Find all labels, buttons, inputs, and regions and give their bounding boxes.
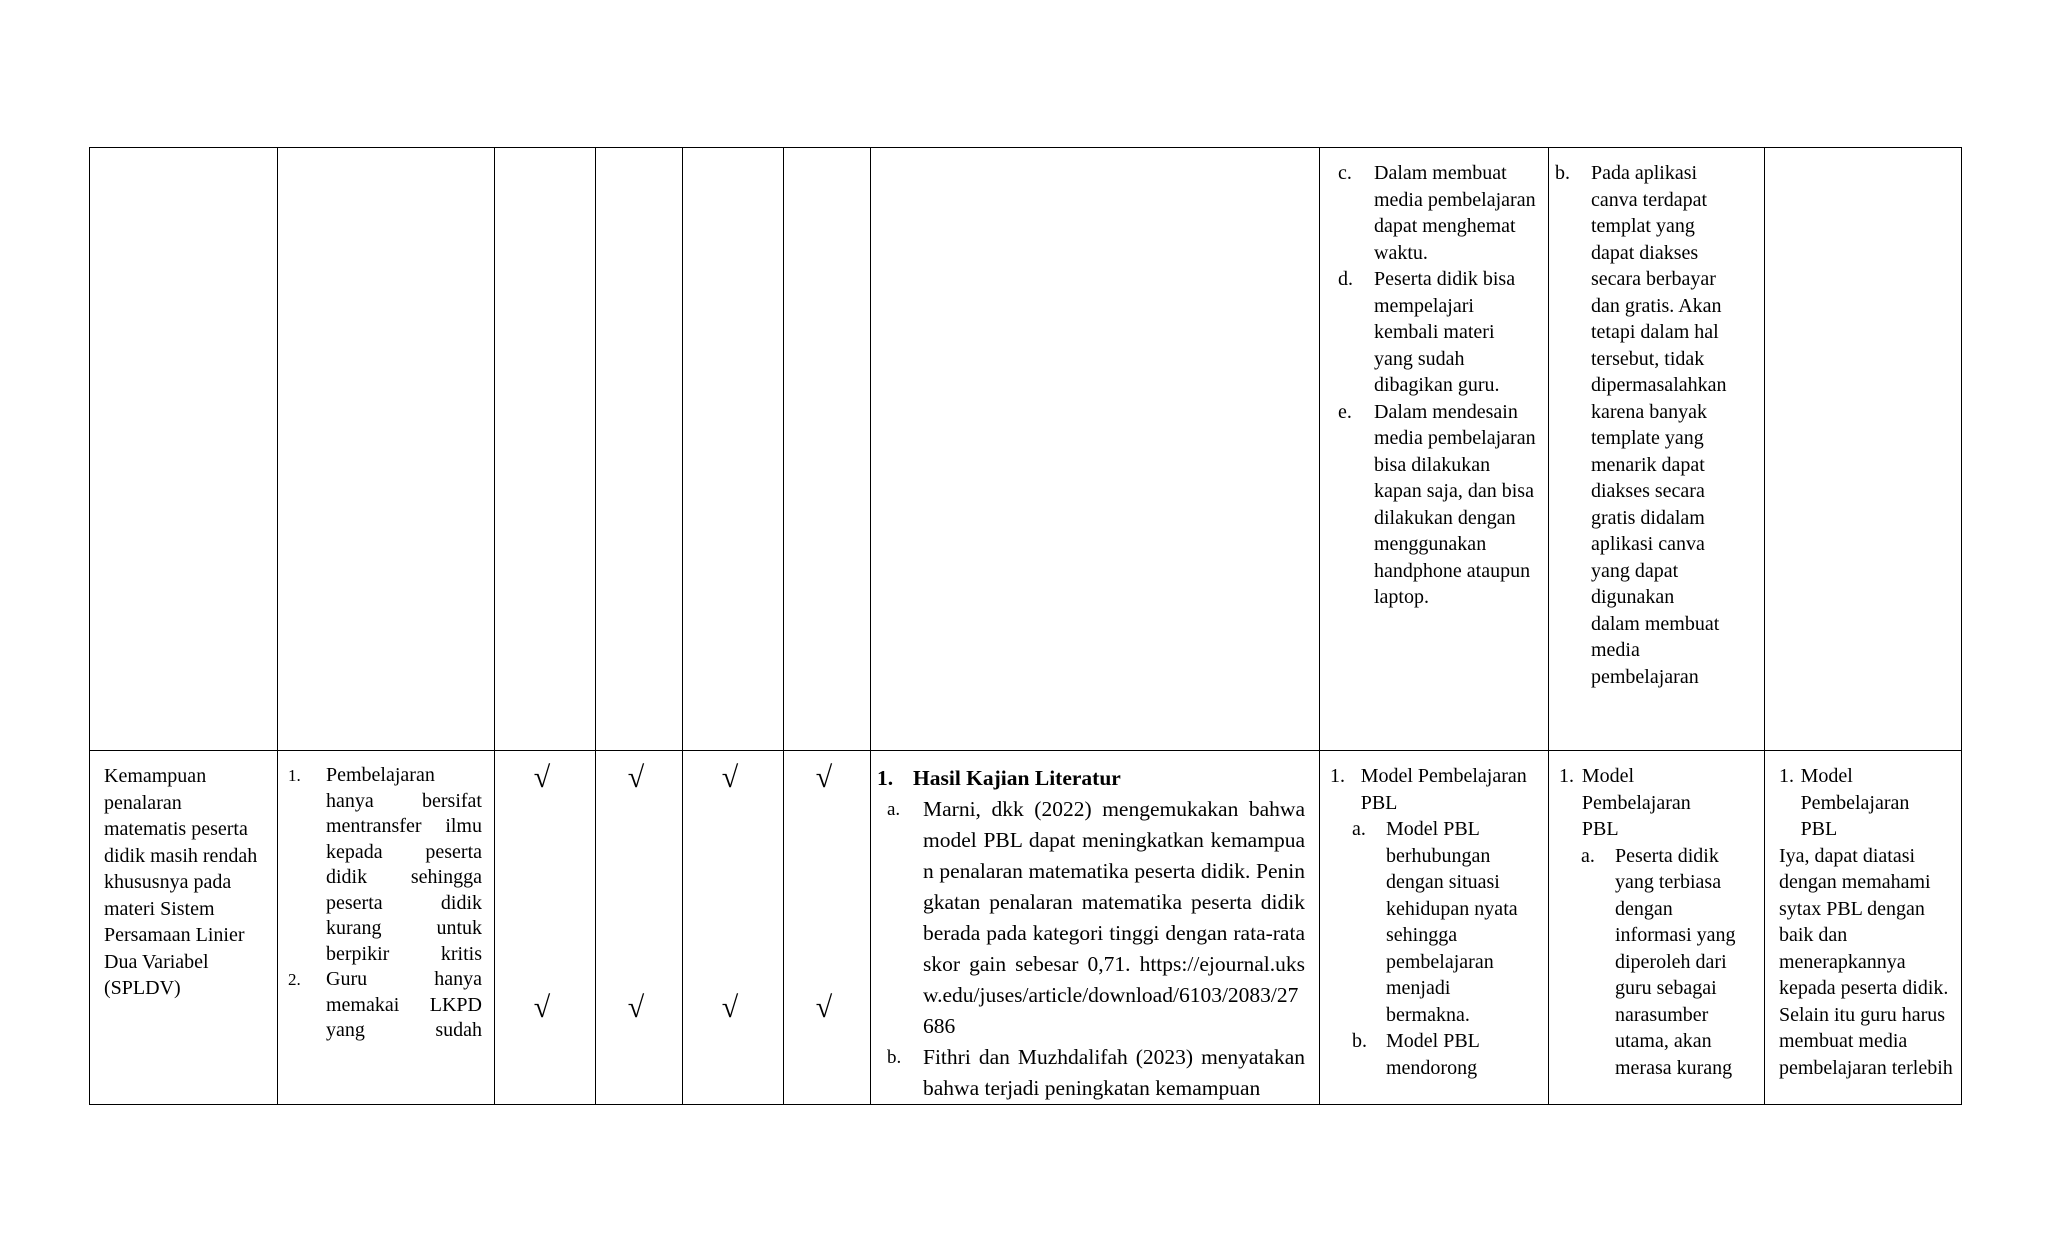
list-item xyxy=(1581,843,1754,1082)
table-cell xyxy=(683,148,784,751)
list-text: Model PBL mendorong xyxy=(1386,1030,1480,1079)
list-marker: d. xyxy=(1338,268,1353,290)
heading-text: Model Pembelajaran PBL xyxy=(1360,765,1527,814)
heading-text: Model Pembelajaran PBL xyxy=(1581,765,1691,840)
check-mark: √ xyxy=(721,761,739,794)
list-item xyxy=(877,1042,1305,1104)
table-cell xyxy=(90,148,278,751)
table-row xyxy=(90,751,1962,1105)
list-marker: a. xyxy=(887,799,901,820)
list-marker: b. xyxy=(1555,162,1570,184)
table-cell xyxy=(495,148,596,751)
list-marker: a. xyxy=(1352,818,1366,840)
table-cell xyxy=(1765,148,1962,751)
advantages-list xyxy=(1334,160,1538,611)
check-cell xyxy=(784,751,871,1105)
solution-cell xyxy=(1765,751,1962,1105)
solution-heading xyxy=(1779,763,1955,843)
list-item xyxy=(1352,1028,1538,1081)
list-text: Marni, dkk (2022) mengemukakan bahwa model PBL dapat meningkatkan kemampuan penalaran matematika peserta didik. Peningkatan penalaran matematika peserta didik berada pada kategori tinggi dengan rata-rata skor gain sebesar 0,71. https://ejournal.uksw.edu/juses/article/download/6103/2083/27686 xyxy=(923,797,1305,1038)
advantages-cell xyxy=(1320,751,1549,1105)
list-item xyxy=(1334,399,1538,611)
table-cell xyxy=(871,148,1320,751)
list-text: Peserta didik yang terbiasa dengan informasi yang diperoleh dari guru sebagai narasumber utama, akan merasa kurang xyxy=(1615,844,1736,1079)
list-marker: e. xyxy=(1338,400,1352,423)
table-cell xyxy=(278,148,495,751)
list-text: Pembelajaran hanya bersifat mentransfer ilmu kepada peserta didik sehingga peserta didik kurang untuk berpikir kritis xyxy=(326,764,482,965)
advantages-heading xyxy=(1330,763,1538,816)
causes-list xyxy=(288,763,482,1044)
list-text: Guru hanya memakai LKPD yang sudah xyxy=(326,968,482,1041)
list-text: Fithri dan Muzhdalifah (2023) menyatakan bahwa terjadi peningkatan kemampuan xyxy=(923,1045,1305,1100)
list-text: Model PBL berhubungan dengan situasi kehidupan nyata sehingga pembelajaran menjadi bermakna. xyxy=(1386,818,1518,1026)
weaknesses-list xyxy=(1559,843,1754,1082)
check-cell xyxy=(596,751,683,1105)
list-item xyxy=(1334,266,1538,399)
check-mark: √ xyxy=(815,761,833,794)
table-cell xyxy=(784,148,871,751)
list-marker: 1. xyxy=(288,766,301,785)
weaknesses-heading xyxy=(1559,763,1754,843)
solution-text: Iya, dapat diatasi dengan memahami sytax PBL dengan baik dan menerapkannya kepada peserta didik. Selain itu guru harus membuat media pembelajaran terlebih xyxy=(1779,844,1953,1079)
table-cell xyxy=(596,148,683,751)
check-mark: √ xyxy=(627,761,645,794)
literature-heading xyxy=(877,763,1305,794)
heading-text: Hasil Kajian Literatur xyxy=(913,766,1121,790)
table-row xyxy=(90,148,1962,751)
heading-marker: 1. xyxy=(877,766,894,790)
list-item xyxy=(877,794,1305,1042)
list-item xyxy=(1352,816,1538,1028)
list-marker: 2. xyxy=(288,970,301,989)
check-cell xyxy=(683,751,784,1105)
list-item xyxy=(1334,160,1538,266)
weaknesses-continued-cell xyxy=(1549,148,1765,751)
weaknesses-cell xyxy=(1549,751,1765,1105)
document-table xyxy=(89,147,1962,1105)
check-mark: √ xyxy=(815,991,833,1024)
list-text: Dalam mendesain media pembelajaran bisa dilakukan kapan saja, dan bisa dilakukan dengan menggunakan handphone ataupun laptop. xyxy=(1374,400,1536,608)
check-cell xyxy=(495,751,596,1105)
list-marker: a. xyxy=(1581,844,1595,867)
check-mark: √ xyxy=(533,761,551,794)
advantages-list xyxy=(1330,816,1538,1081)
heading-marker: 1. xyxy=(1559,765,1574,787)
heading-marker: 1. xyxy=(1779,765,1794,787)
list-marker: b. xyxy=(887,1047,902,1068)
check-mark: √ xyxy=(721,991,739,1024)
list-text: Peserta didik bisa mempelajari kembali materi yang sudah dibagikan guru. xyxy=(1374,268,1516,396)
check-mark: √ xyxy=(627,991,645,1024)
list-item xyxy=(1555,160,1754,690)
causes-cell xyxy=(278,751,495,1105)
heading-text: Model Pembelajaran PBL xyxy=(1800,765,1910,840)
problem-text: Kemampuan penalaran matematis peserta didik masih rendah khususnya pada materi Sistem Persamaan Linier Dua Variabel (SPLDV) xyxy=(104,765,258,999)
literature-cell xyxy=(871,751,1320,1105)
list-marker: b. xyxy=(1352,1030,1367,1052)
heading-marker: 1. xyxy=(1330,765,1345,787)
list-marker: c. xyxy=(1338,162,1352,184)
advantages-continued-cell xyxy=(1320,148,1549,751)
list-item xyxy=(288,967,482,1044)
problem-cell xyxy=(90,751,278,1105)
check-mark: √ xyxy=(533,991,551,1024)
list-text: Dalam membuat media pembelajaran dapat menghemat waktu. xyxy=(1374,162,1536,264)
list-item xyxy=(288,763,482,967)
weaknesses-list xyxy=(1555,160,1754,690)
list-text: Pada aplikasi canva terdapat templat yang dapat diakses secara berbayar dan gratis. Akan tetapi dalam hal tersebut, tidak dipermasalahkan karena banyak template yang menarik dapat diakses secara gratis didalam aplikasi canva yang dapat digunakan dalam membuat media pembelajaran xyxy=(1591,162,1727,688)
literature-list xyxy=(877,794,1305,1104)
